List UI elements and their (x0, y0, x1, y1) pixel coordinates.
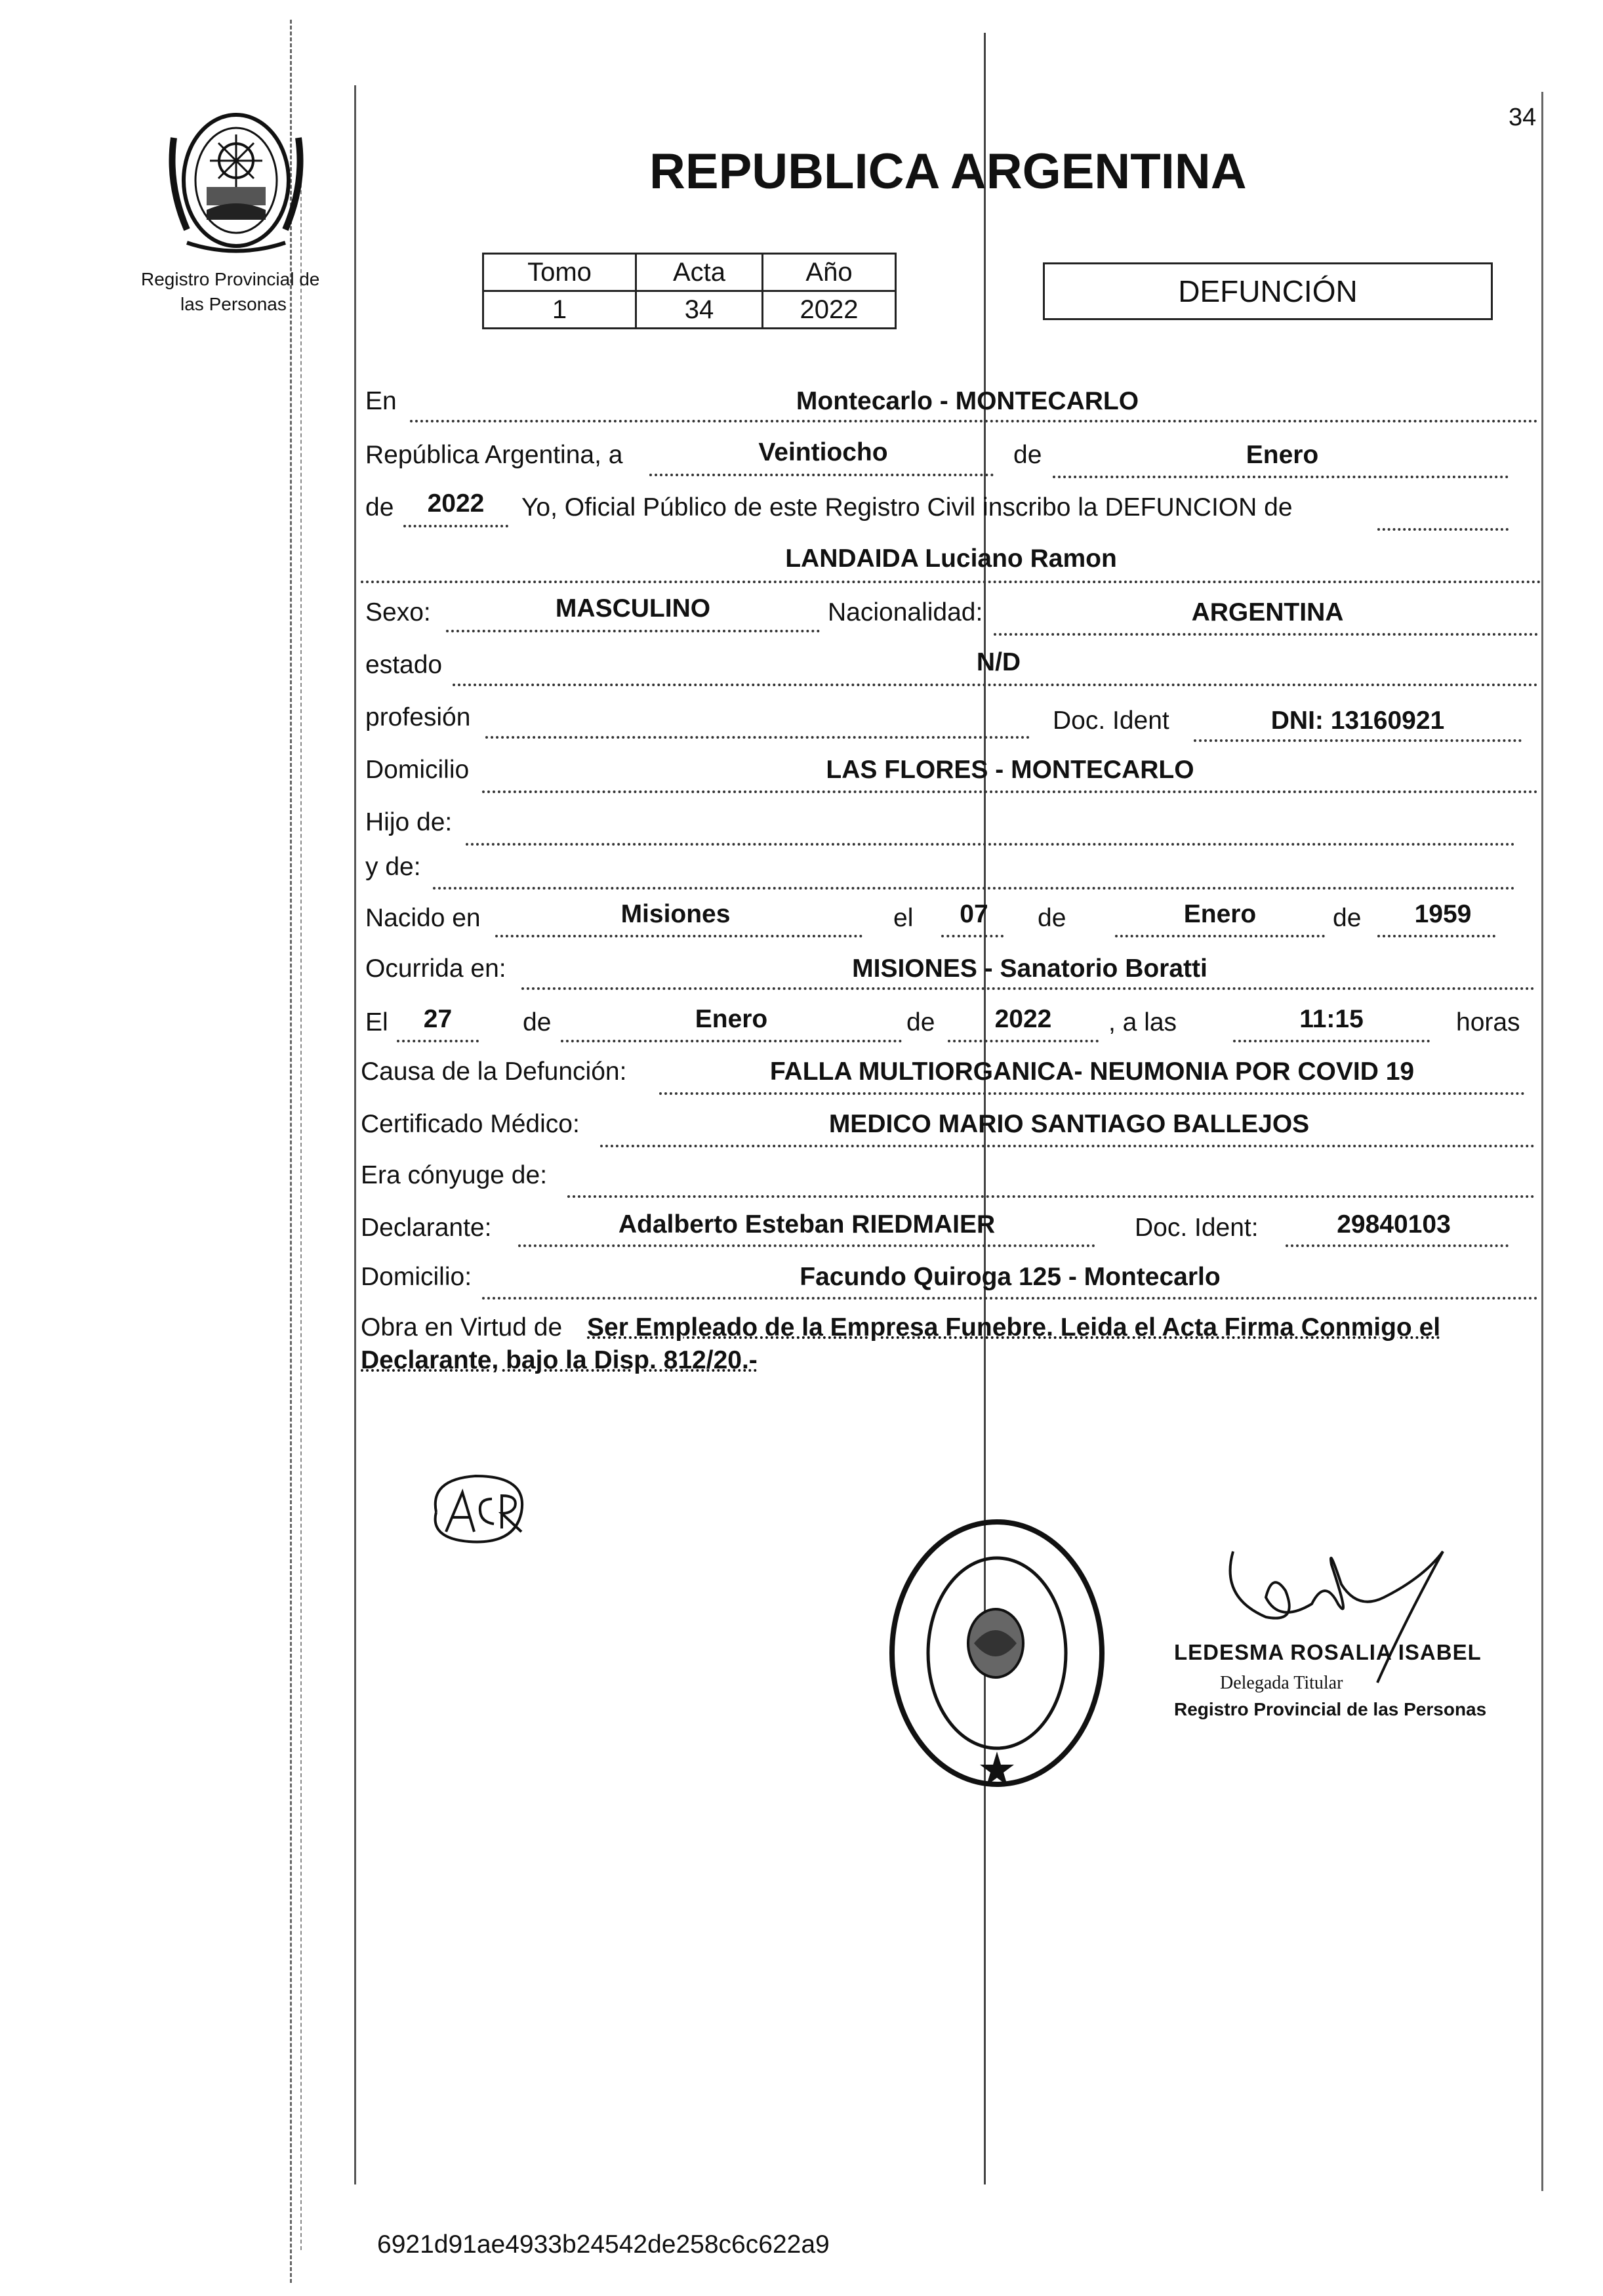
nacido-day-value: 07 (960, 900, 988, 928)
declarante-dotline (518, 1244, 1095, 1247)
death-time-dotline (1233, 1040, 1430, 1042)
de-label-4: de (1333, 904, 1362, 932)
official-stamp (885, 1512, 1108, 1801)
domicilio-value: LAS FLORES - MONTECARLO (826, 756, 1194, 784)
month-value: Enero (1246, 441, 1319, 469)
doc-ident-label: Doc. Ident (1053, 707, 1169, 735)
document-hash: 6921d91ae4933b24542de258c6c622a9 (377, 2230, 830, 2259)
binding-line (290, 20, 292, 2283)
estado-value: N/D (976, 648, 1021, 676)
y-de-label: y de: (365, 853, 421, 881)
doc-ident2-dotline (1286, 1244, 1509, 1247)
de-label-2: de (365, 493, 394, 522)
doc-type-box (1043, 262, 1493, 320)
causa-dotline (659, 1092, 1525, 1095)
domicilio2-label: Domicilio: (361, 1263, 472, 1291)
conyuge-dotline (567, 1195, 1535, 1198)
ocurrida-label: Ocurrida en: (365, 954, 506, 983)
nacionalidad-dotline (994, 633, 1538, 636)
certificado-label: Certificado Médico: (361, 1110, 580, 1138)
certificado-value: MEDICO MARIO SANTIAGO BALLEJOS (828, 1110, 1310, 1138)
ocurrida-dotline (521, 987, 1535, 990)
doc-ident-value: DNI: 13160921 (1270, 707, 1445, 735)
page-title: REPUBLICA ARGENTINA (649, 144, 1247, 199)
ocurrida-value: MISIONES - Sanatorio Boratti (852, 954, 1207, 983)
table-header-tomo: Tomo (483, 254, 636, 291)
en-dotline (410, 420, 1538, 422)
inscribo-dotline (1377, 528, 1509, 531)
de-label-3: de (1038, 904, 1066, 932)
deceased-name-dotline (361, 581, 1541, 583)
nacido-month-dotline (1115, 935, 1325, 937)
de-label-6: de (906, 1008, 935, 1036)
signature-office: Registro Provincial de las Personas (1174, 1699, 1487, 1719)
horas-label: horas (1456, 1008, 1520, 1036)
estado-dotline (453, 684, 1538, 686)
month-dotline (1053, 476, 1509, 478)
nacido-day-dotline (941, 935, 1004, 937)
causa-label: Causa de la Defunción: (361, 1057, 627, 1086)
el-label: el (893, 904, 914, 932)
republica-label: República Argentina, a (365, 441, 623, 469)
center-fold-line (984, 33, 986, 2184)
domicilio2-value: Facundo Quiroga 125 - Montecarlo (800, 1263, 1221, 1291)
doc-type-label: DEFUNCIÓN (1178, 274, 1358, 308)
de-label-5: de (523, 1008, 552, 1036)
profesion-dotline (485, 736, 1030, 739)
registry-label-line2: las Personas (180, 294, 287, 314)
right-margin-line (1541, 92, 1543, 2191)
hijo-dotline (466, 843, 1515, 846)
certificado-dotline (600, 1145, 1535, 1147)
table-header-ano: Año (763, 254, 896, 291)
signature-role: Delegada Titular (1220, 1673, 1343, 1693)
declarante-value: Adalberto Esteban RIEDMAIER (618, 1210, 996, 1239)
doc-ident2-label: Doc. Ident: (1135, 1214, 1259, 1242)
declarante-label: Declarante: (361, 1214, 492, 1242)
nacido-place-dotline (495, 935, 862, 937)
obra-value-line2: Declarante, bajo la Disp. 812/20.- (361, 1346, 758, 1374)
en-value: Montecarlo - MONTECARLO (796, 387, 1139, 415)
sexo-label: Sexo: (365, 598, 431, 626)
deceased-name-value: LANDAIDA Luciano Ramon (785, 544, 1117, 573)
death-day-dotline (397, 1040, 479, 1042)
sexo-value: MASCULINO (555, 594, 711, 623)
death-year-dotline (948, 1040, 1099, 1042)
doc-ident-dotline (1194, 739, 1522, 742)
sexo-dotline (446, 630, 820, 632)
nacionalidad-value: ARGENTINA (1191, 598, 1344, 626)
obra-value-line1: Ser Empleado de la Empresa Funebre. Leida el Acta Firma Conmigo el (587, 1313, 1441, 1342)
nacido-place-value: Misiones (620, 900, 731, 928)
estado-label: estado (365, 651, 443, 679)
signature-name: LEDESMA ROSALIA ISABEL (1174, 1640, 1482, 1664)
death-time-value: 11:15 (1299, 1005, 1364, 1033)
profesion-label: profesión (365, 703, 471, 731)
domicilio-label: Domicilio (365, 756, 470, 784)
de-label-1: de (1013, 441, 1042, 469)
binding-line-2 (300, 151, 302, 2250)
death-day-value: 27 (423, 1005, 453, 1033)
death-month-dotline (561, 1040, 902, 1042)
obra-label: Obra en Virtud de (361, 1313, 563, 1342)
year-value: 2022 (427, 489, 485, 518)
record-table (482, 253, 897, 329)
domicilio2-dotline (482, 1297, 1538, 1300)
day-words-value: Veintiocho (758, 438, 888, 466)
registry-label-line1: Registro Provincial de (141, 269, 320, 289)
table-value-tomo: 1 (483, 291, 636, 329)
death-year-value: 2022 (994, 1005, 1052, 1033)
doc-ident2-value: 29840103 (1337, 1210, 1451, 1239)
initials-signature (416, 1466, 541, 1551)
y-de-dotline (433, 887, 1515, 890)
table-header-acta: Acta (636, 254, 763, 291)
year-dotline (403, 525, 508, 527)
en-label: En (365, 387, 397, 415)
table-value-acta: 34 (636, 291, 763, 329)
page-number: 34 (1509, 104, 1537, 131)
day-words-dotline (649, 474, 994, 476)
nacido-year-value: 1959 (1414, 900, 1472, 928)
nacido-year-dotline (1377, 935, 1495, 937)
el2-label: El (365, 1008, 388, 1036)
nacionalidad-label: Nacionalidad: (828, 598, 983, 626)
nacido-month-value: Enero (1183, 900, 1257, 928)
causa-value: FALLA MULTIORGANICA- NEUMONIA POR COVID 19 (769, 1057, 1415, 1086)
left-margin-line (354, 85, 356, 2184)
nacido-label: Nacido en (365, 904, 481, 932)
table-value-ano: 2022 (763, 291, 896, 329)
domicilio-dotline (482, 790, 1538, 793)
inscribo-text: Yo, Oficial Público de este Registro Civil inscribo la DEFUNCION de (521, 493, 1293, 522)
province-seal-logo (161, 98, 312, 256)
death-month-value: Enero (695, 1005, 768, 1033)
a-las-label: , a las (1108, 1008, 1177, 1036)
hijo-label: Hijo de: (365, 808, 453, 836)
conyuge-label: Era cónyuge de: (361, 1161, 548, 1189)
